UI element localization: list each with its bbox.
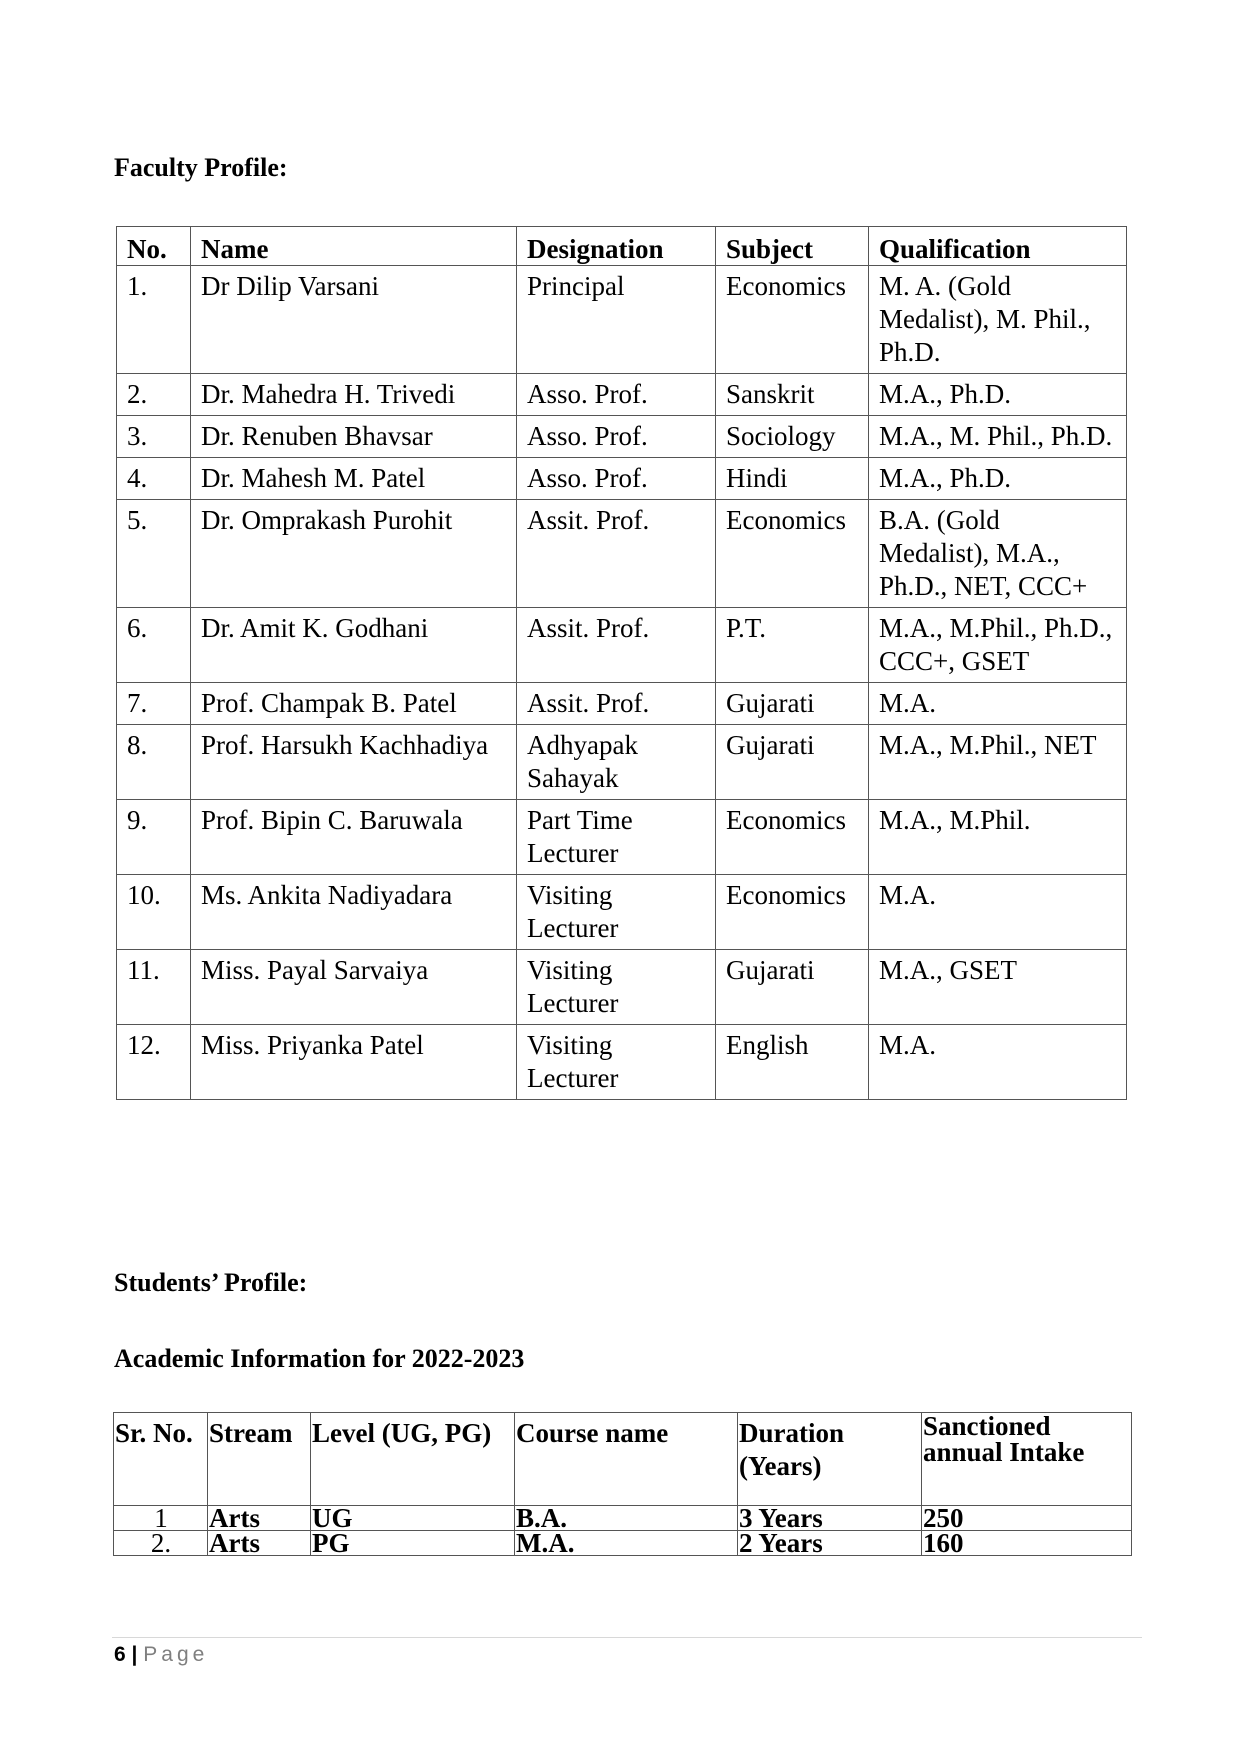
- faculty-cell-no: 11.: [117, 950, 191, 1025]
- faculty-cell-designation: Visiting Lecturer: [517, 1025, 716, 1100]
- faculty-cell-no: 3.: [117, 416, 191, 458]
- faculty-cell-name: Miss. Priyanka Patel: [191, 1025, 517, 1100]
- academic-table: [113, 1412, 1132, 1556]
- faculty-cell-subject: English: [716, 1025, 869, 1100]
- faculty-header-row: [117, 227, 1127, 266]
- column-header-duration: Duration (Years): [738, 1413, 922, 1506]
- faculty-row: [117, 458, 1127, 500]
- footer-divider: [112, 1637, 1142, 1638]
- faculty-cell-designation: Part Time Lecturer: [517, 800, 716, 875]
- faculty-cell-subject: Gujarati: [716, 725, 869, 800]
- faculty-cell-qualification: M.A.: [869, 683, 1127, 725]
- faculty-cell-qualification: M. A. (Gold Medalist), M. Phil., Ph.D.: [869, 266, 1127, 374]
- faculty-cell-qualification: M.A., M. Phil., Ph.D.: [869, 416, 1127, 458]
- faculty-row: [117, 725, 1127, 800]
- academic-cell-course: B.A.: [515, 1506, 738, 1531]
- faculty-cell-no: 7.: [117, 683, 191, 725]
- faculty-cell-designation: Assit. Prof.: [517, 608, 716, 683]
- faculty-cell-designation: Asso. Prof.: [517, 458, 716, 500]
- academic-cell-sr: 1: [114, 1506, 208, 1531]
- faculty-cell-no: 12.: [117, 1025, 191, 1100]
- academic-cell-stream: Arts: [208, 1506, 311, 1531]
- faculty-cell-designation: Asso. Prof.: [517, 416, 716, 458]
- faculty-row: [117, 500, 1127, 608]
- faculty-cell-name: Dr. Mahesh M. Patel: [191, 458, 517, 500]
- faculty-row: [117, 1025, 1127, 1100]
- academic-cell-stream: Arts: [208, 1531, 311, 1556]
- faculty-cell-subject: Sociology: [716, 416, 869, 458]
- faculty-cell-qualification: M.A.: [869, 875, 1127, 950]
- academic-cell-duration: 3 Years: [738, 1506, 922, 1531]
- faculty-cell-designation: Visiting Lecturer: [517, 875, 716, 950]
- faculty-cell-qualification: M.A.: [869, 1025, 1127, 1100]
- faculty-cell-subject: Gujarati: [716, 683, 869, 725]
- faculty-cell-subject: Sanskrit: [716, 374, 869, 416]
- column-header-sr-no: Sr. No.: [114, 1413, 208, 1506]
- academic-row: [114, 1531, 1132, 1556]
- academic-cell-level: UG: [311, 1506, 515, 1531]
- faculty-cell-name: Ms. Ankita Nadiyadara: [191, 875, 517, 950]
- column-header-no: No.: [117, 227, 191, 266]
- academic-cell-level: PG: [311, 1531, 515, 1556]
- page-label: Page: [143, 1643, 209, 1666]
- faculty-cell-no: 10.: [117, 875, 191, 950]
- faculty-cell-name: Prof. Champak B. Patel: [191, 683, 517, 725]
- faculty-cell-designation: Assit. Prof.: [517, 500, 716, 608]
- faculty-row: [117, 800, 1127, 875]
- faculty-cell-subject: P.T.: [716, 608, 869, 683]
- faculty-row: [117, 875, 1127, 950]
- faculty-cell-no: 8.: [117, 725, 191, 800]
- faculty-cell-designation: Asso. Prof.: [517, 374, 716, 416]
- academic-row: [114, 1506, 1132, 1531]
- faculty-cell-qualification: B.A. (Gold Medalist), M.A., Ph.D., NET, CCC+: [869, 500, 1127, 608]
- academic-cell-intake: 160: [922, 1531, 1132, 1556]
- faculty-row: [117, 683, 1127, 725]
- academic-cell-sr: 2.: [114, 1531, 208, 1556]
- faculty-cell-subject: Economics: [716, 800, 869, 875]
- faculty-cell-qualification: M.A., GSET: [869, 950, 1127, 1025]
- faculty-row: [117, 608, 1127, 683]
- faculty-row: [117, 416, 1127, 458]
- column-header-stream: Stream: [208, 1413, 311, 1506]
- faculty-table: [116, 226, 1127, 1100]
- faculty-cell-designation: Principal: [517, 266, 716, 374]
- faculty-cell-name: Prof. Bipin C. Baruwala: [191, 800, 517, 875]
- page-separator: |: [131, 1643, 138, 1666]
- faculty-cell-name: Dr. Renuben Bhavsar: [191, 416, 517, 458]
- faculty-cell-no: 5.: [117, 500, 191, 608]
- faculty-profile-heading: Faculty Profile:: [114, 153, 288, 182]
- faculty-cell-name: Dr. Mahedra H. Trivedi: [191, 374, 517, 416]
- faculty-cell-qualification: M.A., Ph.D.: [869, 458, 1127, 500]
- column-header-name: Name: [191, 227, 517, 266]
- faculty-cell-designation: Adhyapak Sahayak: [517, 725, 716, 800]
- column-header-subject: Subject: [716, 227, 869, 266]
- faculty-cell-subject: Economics: [716, 266, 869, 374]
- faculty-cell-name: Dr. Amit K. Godhani: [191, 608, 517, 683]
- faculty-cell-designation: Visiting Lecturer: [517, 950, 716, 1025]
- faculty-cell-no: 1.: [117, 266, 191, 374]
- faculty-cell-qualification: M.A., M.Phil., Ph.D., CCC+, GSET: [869, 608, 1127, 683]
- column-header-course-name: Course name: [515, 1413, 738, 1506]
- faculty-cell-name: Dr Dilip Varsani: [191, 266, 517, 374]
- faculty-cell-subject: Gujarati: [716, 950, 869, 1025]
- students-profile-heading: Students’ Profile:: [114, 1268, 308, 1297]
- academic-cell-duration: 2 Years: [738, 1531, 922, 1556]
- academic-header-row: [114, 1413, 1132, 1506]
- faculty-cell-no: 4.: [117, 458, 191, 500]
- faculty-cell-designation: Assit. Prof.: [517, 683, 716, 725]
- faculty-cell-no: 9.: [117, 800, 191, 875]
- page-number: 6: [114, 1643, 126, 1666]
- column-header-qualification: Qualification: [869, 227, 1127, 266]
- faculty-row: [117, 950, 1127, 1025]
- faculty-cell-qualification: M.A., Ph.D.: [869, 374, 1127, 416]
- page-footer: [114, 1642, 208, 1668]
- academic-info-heading: Academic Information for 2022-2023: [114, 1344, 525, 1373]
- faculty-cell-subject: Hindi: [716, 458, 869, 500]
- academic-cell-course: M.A.: [515, 1531, 738, 1556]
- column-header-designation: Designation: [517, 227, 716, 266]
- column-header-intake: Sanctioned annual Intake: [922, 1413, 1132, 1506]
- faculty-row: [117, 374, 1127, 416]
- column-header-level: Level (UG, PG): [311, 1413, 515, 1506]
- faculty-cell-qualification: M.A., M.Phil., NET: [869, 725, 1127, 800]
- faculty-cell-no: 6.: [117, 608, 191, 683]
- faculty-cell-subject: Economics: [716, 500, 869, 608]
- faculty-cell-subject: Economics: [716, 875, 869, 950]
- academic-cell-intake: 250: [922, 1506, 1132, 1531]
- faculty-cell-name: Prof. Harsukh Kachhadiya: [191, 725, 517, 800]
- faculty-cell-qualification: M.A., M.Phil.: [869, 800, 1127, 875]
- faculty-cell-name: Miss. Payal Sarvaiya: [191, 950, 517, 1025]
- faculty-cell-no: 2.: [117, 374, 191, 416]
- faculty-cell-name: Dr. Omprakash Purohit: [191, 500, 517, 608]
- faculty-row: [117, 266, 1127, 374]
